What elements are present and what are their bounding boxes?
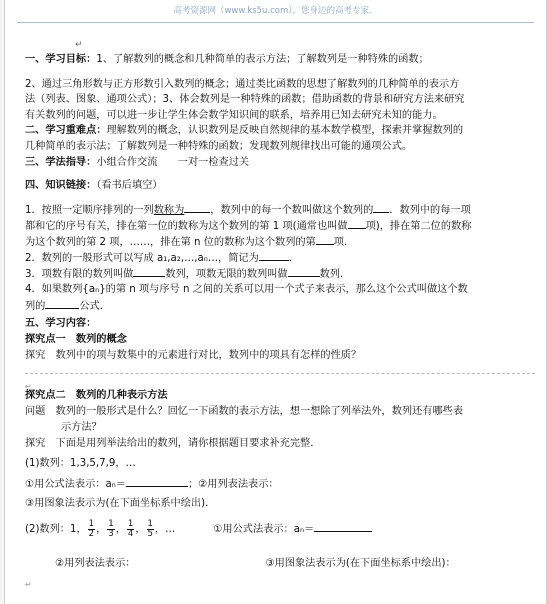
- knowledge-item-4-line-2: 列的 公式．: [25, 298, 535, 314]
- knowledge-item-2: 2．数列的一般形式可以写成 a₁,a₂,…,aₙ…，简记为 ．: [25, 250, 535, 266]
- point-2-question-line-1: 问题 数列的一般形式是什么？回忆一下函数的表示方法，想一想除了列举法外，数列还有哪些表: [25, 406, 464, 417]
- point-2-question-line-2: 示方法？: [61, 422, 102, 433]
- page-header: 高考资源网（www.ks5u.com），您身边的高考专家。: [173, 6, 378, 16]
- sequence-2-line: (2)数列：1， $\frac{1}{2}$ ， $\frac{1}{3}$ ， $\frac{1}{4}$ ， $\frac{1}{5}$ ，… ①用公式法表示：aₙ＝: [25, 518, 535, 542]
- sequence-1: (1)数列：1,3,5,7,9，…: [25, 458, 136, 469]
- key-points-line-2: 几种简单的表示法；了解数列是一种特殊的函数；发现数列规律找出可能的通项公式。: [25, 141, 413, 152]
- formula-blank[interactable]: [126, 476, 188, 487]
- key-points-line-1: 二、学习重难点：理解数列的概念，认识数列是反映自然规律的基本数学模型，探索并掌握数列的: [25, 125, 464, 136]
- fill-blank[interactable]: [316, 234, 334, 245]
- objectives-line-1: 一、学习目标：1、了解数列的概念和几种简单的表示方法；了解数列是一种特殊的函数；: [25, 54, 429, 65]
- objectives-line-3: 法（列表、图象、通项公式）；3、体会数列是一种特殊的函数；借助函数的背景和研究方法来研究: [25, 94, 465, 105]
- knowledge-item-1-line-3: 为这个数列的第 2 项，……，排在第 n 位的数称为这个数列的第 项．: [25, 234, 535, 250]
- fraction: $\frac{1}{5}$: [147, 518, 153, 539]
- formula-blank[interactable]: [314, 521, 372, 532]
- fraction: $\frac{1}{3}$: [108, 518, 114, 539]
- point-1-heading: 探究点一 数列的概念: [25, 334, 127, 345]
- method-heading: 三、学法指导：: [25, 157, 97, 168]
- knowledge-heading: 四、知识链接：: [25, 180, 97, 191]
- paragraph-mark: ↵: [25, 580, 32, 589]
- knowledge-line: 四、知识链接：（看书后填空）: [25, 180, 163, 191]
- document-page: [4, 0, 547, 604]
- content-heading: 五、学习内容：: [25, 318, 97, 329]
- fill-blank[interactable]: [133, 266, 165, 277]
- fill-blank[interactable]: [45, 298, 79, 309]
- knowledge-item-4-line-1: 4．如果数列{aₙ}的第 n 项与序号 n 之间的关系可以用一个式子来表示，那么这个公式叫做这个数: [25, 284, 468, 295]
- point-1-question: 探究 数列中的项与数集中的元素进行对比，数列中的项具有怎样的性质？: [25, 350, 362, 361]
- objectives-line-2: 2、通过三角形数与正方形数引入数列的概念；通过类比函数的思想了解数列的几种简单的表示方: [25, 79, 460, 90]
- paragraph-mark: ↵: [75, 40, 83, 50]
- answer-space: [25, 373, 535, 374]
- point-2-task: 探究 下面是用列举法给出的数列，请你根据题目要求补充完整．: [25, 438, 321, 449]
- fraction: $\frac{1}{2}$: [88, 518, 95, 539]
- fraction: $\frac{1}{4}$: [127, 518, 134, 539]
- key-points-heading: 二、学习重难点：: [25, 125, 107, 136]
- header-divider: [17, 22, 534, 23]
- objectives-line-4: 有关数列的问题，可以进一步让学生体会数学知识间的联系，培养用已知去研究未知的能力。: [25, 110, 443, 121]
- method-line: 三、学法指导：小组合作交流 一对一检查过关: [25, 157, 250, 168]
- objectives-heading: 一、学习目标：: [25, 54, 97, 65]
- knowledge-item-3: 3．项数有限的数列叫做 数列，项数无限的数列叫做 数列．: [25, 266, 535, 282]
- fill-blank[interactable]: [373, 202, 389, 213]
- fill-blank[interactable]: [184, 202, 210, 213]
- sequence-1-formula-line: ①用公式法表示：aₙ＝ ；②用列表法表示：: [25, 476, 535, 492]
- knowledge-item-1-line-2: 都和它的序号有关，排在第一位的数称为这个数列的第 1 项(通常也叫做 项)，排在第二位的数称: [25, 218, 535, 234]
- fill-blank[interactable]: [259, 250, 289, 261]
- knowledge-item-1-line-1: 1．按照一定顺序排列的一列数称为 ，数列中的每一个数叫做这个数列的 ．数列中的每一项: [25, 202, 535, 218]
- sequence-2-table-graph: ②用列表法表示： ③用图象法表示为(在下面坐标系中绘出)：: [55, 558, 456, 569]
- sequence-1-graph: ③用图象法表示为(在下面坐标系中绘出)．: [25, 498, 216, 509]
- point-2-heading: 探究点二 数列的几种表示方法: [25, 390, 168, 401]
- fill-blank[interactable]: [348, 218, 366, 229]
- paragraph-mark: ↵: [25, 382, 32, 391]
- fill-blank[interactable]: [288, 266, 320, 277]
